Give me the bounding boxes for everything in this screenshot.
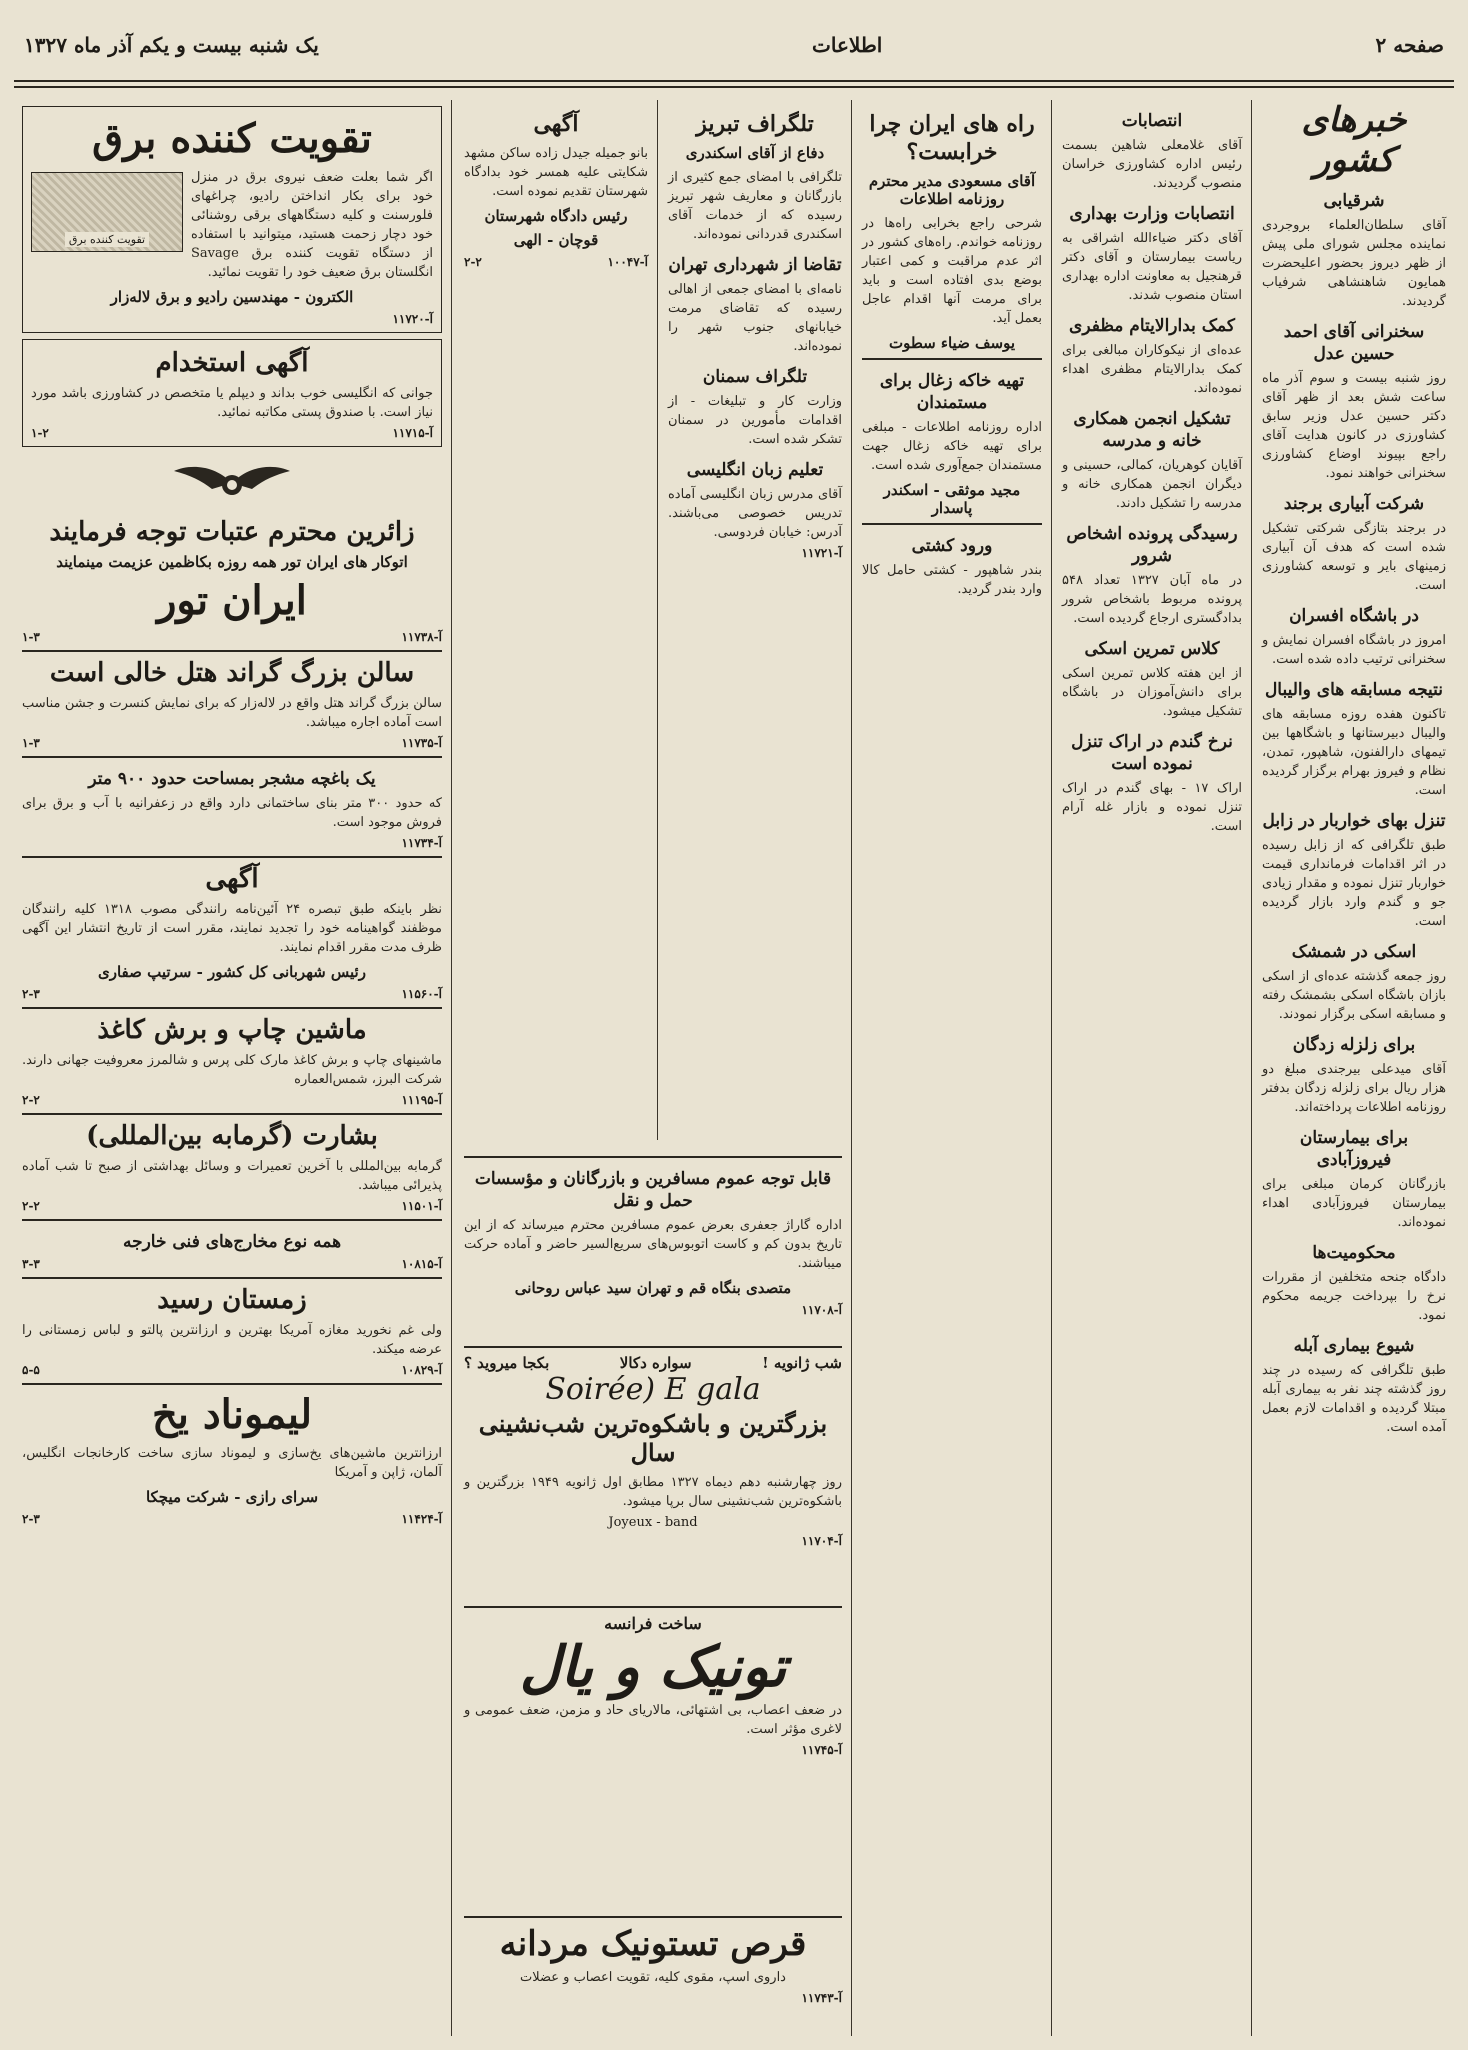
article-text: آقای غلامعلی شاهین بسمت رئیس اداره کشاورزی خراسان منصوب گردیدند. [1062, 138, 1242, 191]
rates-title: همه نوع مخارج‌های فنی خارجه [122, 1232, 342, 1252]
ad-lemonade [22, 1391, 442, 1526]
ad-code-number: آ-۱۱۷۳۴ [401, 836, 442, 850]
article-text: آقای دکتر ضیاءالله اشراقی به ریاست بیمارستان و آقای دکتر قرهنجیل به معاونت اداره بهداری استان منصوب شدند. [1062, 231, 1242, 303]
ad-bath [22, 1121, 442, 1213]
article-head: تعلیم زبان انگلیسی [686, 460, 824, 480]
ad-code [22, 630, 442, 644]
tonic-text: در ضعف اعصاب، بی اشتهائی، مالاریای حاد و مزمن، ضعف عمومی و لاغری مؤثر است. [464, 1703, 842, 1737]
article-head: انتصابات وزارت بهداری [1069, 204, 1235, 224]
article-text: طبق تلگرافی که از زابل رسیده در اثر اقدامات فرمانداری قیمت خواربار تنزل نموده و مقدار زیادی جو و گندم وارد بازار گردیده است. [1262, 838, 1446, 929]
soiree-tag-left: بکجا میروید ؟ [464, 1354, 550, 1372]
ad-code-number: آ-۱۰۰۴۷ [607, 255, 648, 269]
column-ads [14, 100, 450, 2036]
lemonade-title: لیموناد یخ [151, 1391, 313, 1438]
tonic-name: تونیک و یال [519, 1634, 787, 1700]
ad-tonic [456, 1600, 850, 1900]
article-text: امروز در باشگاه افسران نمایش و سخنرانی ترتیب داده شده است. [1262, 633, 1446, 667]
ad-code-number: آ-۱۱۷۰۴ [801, 1534, 842, 1548]
ad-code-number: آ-۱۱۷۲۰ [392, 312, 433, 326]
ad-code-tail: ۲-۲ [22, 1199, 40, 1213]
winged-emblem-icon [172, 453, 292, 513]
byline: یوسف ضیاء سطوت [888, 334, 1016, 352]
ad-transport [456, 1150, 850, 1330]
article-head: محکومیت‌ها [1312, 1243, 1396, 1263]
pills-text: داروی اسپ، مقوی کلیه، تقویت اعصاب و عضلات [520, 1970, 786, 1985]
divider [464, 1606, 842, 1608]
ad-code-tail: ۱-۳ [22, 630, 40, 644]
ad-code [22, 1093, 442, 1107]
ad-code [22, 1363, 442, 1377]
divider [22, 650, 442, 652]
ad-code [464, 1991, 842, 2005]
article-head: تقاضا از شهرداری تهران [668, 255, 842, 275]
ad-signature: متصدی بنگاه قم و تهران سید عباس روحانی [514, 1279, 792, 1297]
article-text: وزارت کار و تبلیغات - از اقدامات مأمورین در سمنان تشکر شده است. [668, 394, 842, 447]
article-text: نامه‌ای با امضای جمعی از اهالی رسیده که تقاضای مرمت خیابانهای جنوب شهر را نموده‌اند. [668, 282, 842, 354]
article-head: رسیدگی پرونده اشخاص شرور [1066, 524, 1238, 566]
divider [22, 1113, 442, 1115]
winter-title: زمستان رسید [157, 1285, 307, 1315]
notice-text: نظر باینکه طبق تبصره ۲۴ آئین‌نامه رانندگی مصوب ۱۳۱۸ کلیه رانندگان موظفند گواهینامه خود را تجدید نمایند، مقرر است از تاریخ انتشار این آگهی ظرف مدت مقرر اقدام نمایند. [22, 902, 442, 955]
pilgrim-title: زائرین محترم عتبات توجه فرمایند [49, 517, 415, 547]
soiree-tag-mid: سواره دکالا [619, 1354, 692, 1372]
article-text: بازرگانان کرمان مبلغی برای بیمارستان فیروزآبادی اهداء نموده‌اند. [1262, 1177, 1446, 1230]
divider [22, 1007, 442, 1009]
column-rule [657, 100, 658, 1140]
masthead-rule [14, 86, 1454, 88]
bath-text: گرمابه بین‌المللی با آخرین تعمیرات و وسائل بهداشتی از صبح تا شب آماده پذیرائی میباشد. [22, 1159, 442, 1193]
section-title: خبرهای کشور [1301, 100, 1407, 180]
ad-code [22, 736, 442, 750]
ad-code-number: آ-۱۱۷۱۵ [392, 426, 433, 440]
court-signature: قوچان - الهی [513, 231, 599, 249]
article-head: برای زلزله زدگان [1292, 1035, 1416, 1055]
column-roads [854, 100, 1050, 2036]
employment-title: آگهی استخدام [155, 348, 309, 378]
printing-text: ماشینهای چاپ و برش کاغذ مارک کلی پرس و شالمرز معروفیت جهانی دارند. شرکت البرز، شمس‌العماره [22, 1053, 442, 1087]
divider [862, 523, 1042, 525]
soiree-tags [464, 1354, 842, 1372]
column-rule [851, 100, 852, 2036]
paper-name: اطلاعات [812, 33, 883, 57]
article-head: آگهی [533, 111, 579, 137]
ad-code-tail: ۱-۳ [22, 736, 40, 750]
article-head: برای بیمارستان فیروزآبادی [1299, 1128, 1409, 1170]
article-text: عده‌ای از نیکوکاران مبالغی برای کمک بدارالایتام مظفری اهداء نموده‌اند. [1062, 343, 1242, 396]
pills-title: قرص تستونیک مردانه [499, 1924, 807, 1964]
amplifier-image-label: تقویت کننده برق [65, 232, 149, 247]
amplifier-text: اگر شما بعلت ضعف نیروی برق در منزل خود برای بکار انداختن رادیو، چراغهای فلورسنت و کلیه دستگاههای برقی روشنائی خود دچار زحمت هستید، میتوانید با استفاده از دستگاه تقویت کننده برق Savage انگلستان برق ضعیف خود را تقویت نمائید. [191, 170, 433, 280]
article-head: تنزل بهای خواربار در زابل [1262, 811, 1446, 831]
article-head: کلاس تمرین اسکی [1084, 639, 1220, 659]
divider [862, 358, 1042, 360]
ad-code-number: آ-۱۰۸۲۹ [401, 1363, 442, 1377]
article-head: تشکیل انجمن همکاری خانه و مدرسه [1073, 409, 1231, 451]
ad-soiree [456, 1340, 850, 1590]
divider [22, 756, 442, 758]
ad-code-tail: ۲-۲ [22, 1093, 40, 1107]
article-head: نتیجه مسابقه های والیبال [1264, 680, 1444, 700]
divider [464, 1346, 842, 1348]
ad-code [464, 1743, 842, 1757]
article-text: بندر شاهپور - کشتی حامل کالا وارد بندر گردید. [862, 563, 1042, 597]
issue-date: یک شنبه بیست و یکم آذر ماه ۱۳۲۷ [24, 33, 319, 57]
divider [22, 1383, 442, 1385]
newspaper-page [14, 10, 1454, 2036]
article-text: آقای سلطان‌العلماء بروجردی نماینده مجلس شورای ملی پیش از ظهر دیروز بحضور اعلیحضرت همایون شاهنشاهی شرفیاب گردیدند. [1262, 218, 1446, 309]
article-text: از این هفته کلاس تمرین اسکی برای دانش‌آموزان در باشگاه تشکیل میشود. [1062, 666, 1242, 719]
hall-title: سالن بزرگ گراند هتل خالی است [49, 658, 415, 688]
article-text: تلگرافی با امضای جمع کثیری از بازرگانان و معاریف شهر تبریز رسیده که از خدمات آقای اسکندری قدردانی نموده‌اند. [668, 170, 842, 242]
divider [464, 1916, 842, 1918]
divider [22, 1277, 442, 1279]
hall-text: سالن بزرگ گراند هتل واقع در لاله‌زار که برای نمایش کنسرت و جشن مناسب است آماده اجاره میباشد. [22, 696, 442, 730]
article-head: کمک بدارالایتام مظفری [1069, 316, 1235, 336]
ad-police-notice [22, 864, 442, 1001]
article-text: آقای مدرس زبان انگلیسی آماده تدریس خصوصی می‌باشند. آدرس: خیابان فردوسی. [668, 487, 842, 540]
ad-rates [22, 1231, 442, 1271]
article-head: تهیه خاکه زغال برای مستمندان [879, 371, 1025, 413]
article-head: تلگراف تبریز [696, 111, 814, 137]
ad-code-number: آ-۱۱۱۹۵ [401, 1093, 442, 1107]
article-text: آقای میدعلی بیرجندی مبلغ دو هزار ریال برای زلزله زدگان بدفتر روزنامه اطلاعات پرداخته‌اند. [1262, 1062, 1446, 1115]
article-head: راه های ایران چرا خرابست؟ [869, 111, 1035, 165]
article-head: شرکت آبیاری برجند [1283, 494, 1425, 514]
article-head: انتصابات [1121, 111, 1183, 131]
ad-amplifier [22, 106, 442, 333]
ad-employment [22, 339, 442, 447]
ad-code-number: آ-۱۱۵۶۰ [401, 987, 442, 1001]
masthead [14, 10, 1454, 82]
ad-code-number: آ-۱۱۷۲۱ [801, 546, 842, 560]
article-text: دادگاه جنحه متخلفین از مقررات نرخ را بپرداخت جریمه محکوم نمود. [1262, 1270, 1446, 1323]
amplifier-image [31, 172, 183, 252]
ad-code-number: آ-۱۰۸۱۵ [401, 1257, 442, 1271]
garden-text: که حدود ۳۰۰ متر بنای ساختمانی دارد واقع در زعفرانیه با آب و برق برای فروش موجود است. [22, 796, 442, 830]
ad-code [22, 1512, 442, 1526]
article-text: شرحی راجع بخرابی راه‌ها در روزنامه خواندم. راه‌های کشور در اثر عدم مراقبت و کمی اعتبار بوضع بدی افتاده است و باید برای مرمت آنها اقدام عاجل بعمل آید. [862, 216, 1042, 326]
article-head: شرقیابی [1323, 191, 1385, 211]
soiree-title: Soirée) E gala [545, 1372, 761, 1407]
soiree-text: روز چهارشنبه دهم دیماه ۱۳۲۷ مطابق اول ژانویه ۱۹۴۹ بزرگترین و باشکوه‌ترین شب‌نشینی سال برپا میشود. [464, 1475, 842, 1509]
divider [22, 1219, 442, 1221]
ad-code-number: آ-۱۱۷۳۸ [401, 630, 442, 644]
printing-title: ماشین چاپ و برش کاغذ [97, 1015, 367, 1045]
pilgrim-subtitle: اتوکار های ایران تور همه روزه بکاظمین عزیمت مینمایند [56, 553, 408, 571]
ad-text: اداره گاراژ جعفری بعرض عموم مسافرین محترم میرساند که از این تاریخ بدون کم و کاست اتوبوس‌های سریع‌السیر حاضر و آماده حرکت میباشند. [464, 1218, 842, 1271]
article-head: ورود کشتی [911, 536, 993, 556]
column-appointments [1054, 100, 1250, 2036]
lemonade-text: ارزانترین ماشین‌های یخ‌سازی و لیموناد سازی ساخت کارخانجات انگلیس، آلمان، ژاپن و آمریکا [22, 1446, 442, 1480]
tonic-origin: ساخت فرانسه [604, 1614, 702, 1633]
ad-code [464, 1303, 842, 1317]
article-head: در باشگاه افسران [1289, 606, 1419, 626]
ad-code-number: آ-۱۱۵۰۱ [401, 1199, 442, 1213]
article-text: در برجند بتازگی شرکتی تشکیل شده است که هدف آن آبیاری زمینهای بایر و توسعه کشاورزی است. [1262, 521, 1446, 593]
ad-code-number: آ-۱۱۷۴۵ [801, 1743, 842, 1757]
article-head: سخنرانی آقای احمد حسین عدل [1283, 322, 1425, 364]
ad-printing [22, 1015, 442, 1107]
divider [464, 1156, 842, 1158]
article-text: اداره روزنامه اطلاعات - مبلغی برای تهیه خاکه زغال جهت مستمندان جمع‌آوری شده است. [862, 420, 1042, 473]
article-text: طبق تلگرافی که رسیده در چند روز گذشته چند نفر به بیماری آبله مبتلا گردیده و اقدامات لازم بعمل آمده است. [1262, 1363, 1446, 1435]
article-text: آقایان کوهریان، کمالی، حسینی و دیگران انجمن همکاری خانه و مدرسه را تشکیل دادند. [1062, 458, 1242, 511]
byline: آقای مسعودی مدیر محترم روزنامه اطلاعات [868, 172, 1036, 208]
ad-code [668, 546, 842, 560]
article-head: اسکی در شمشک [1291, 942, 1417, 962]
ad-code [464, 1534, 842, 1548]
ad-code-number: آ-۱۱۷۰۸ [801, 1303, 842, 1317]
article-text: اراک ۱۷ - بهای گندم در اراک تنزل نموده و بازار غله آرام است. [1062, 781, 1242, 834]
article-text: روز جمعه گذشته عده‌ای از اسکی بازان باشگاه اسکی بشمشک رفته و مسابقه اسکی برگزار نمودند. [1262, 969, 1446, 1022]
iran-tour-brand: ایران تور [157, 577, 307, 624]
ad-pills [456, 1910, 850, 2050]
page-number: صفحه ۲ [1375, 33, 1444, 57]
article-subhead: دفاع از آقای اسکندری [685, 144, 825, 162]
column-news [1254, 100, 1454, 2036]
winter-text: ولی غم نخورید مغازه آمریکا بهترین و ارزانترین پالتو و لباس زمستانی را عرضه میکند. [22, 1323, 442, 1357]
ad-code-tail: ۲-۲ [464, 255, 482, 269]
ad-code-number: آ-۱۱۷۳۵ [401, 736, 442, 750]
column-rule [1251, 100, 1252, 2036]
divider [22, 856, 442, 858]
court-name: رئیس دادگاه شهرستان [484, 207, 628, 225]
ad-code [22, 836, 442, 850]
ad-code [22, 1199, 442, 1213]
ad-code-tail: ۱-۲ [31, 426, 49, 440]
column-rule [1051, 100, 1052, 2036]
column-notice [456, 100, 656, 1140]
ad-code-tail: ۲-۳ [22, 987, 40, 1001]
article-text: تاکنون هفده روزه مسابقه های والیبال دبیرستانها و باشگاهها بین تیمهای دارالفنون، شاهپور، تمدن، نظام و فیروز بهرام برگزار گردیده است. [1262, 707, 1446, 798]
ad-title: قابل توجه عموم مسافرین و بازرگانان و مؤسسات حمل و نقل [474, 1169, 832, 1211]
ad-code [464, 255, 648, 269]
article-head: تلگراف سمنان [702, 367, 808, 387]
column-rule [451, 100, 452, 2036]
garden-title: یک باغچه مشجر بمساحت حدود ۹۰۰ متر [88, 769, 376, 789]
ad-code-tail: ۵-۵ [22, 1363, 40, 1377]
ad-garden [22, 768, 442, 850]
ad-code-tail: ۳-۳ [22, 1257, 40, 1271]
ad-code-number: آ-۱۱۷۴۳ [801, 1991, 842, 2005]
ad-code-number: آ-۱۱۴۲۴ [401, 1512, 442, 1526]
notice-title: آگهی [205, 864, 259, 894]
ad-code [22, 987, 442, 1001]
soiree-band: Joyeux - band [608, 1515, 698, 1530]
notice-signature: رئیس شهربانی کل کشور - سرتیپ صفاری [98, 963, 366, 981]
columns [14, 100, 1454, 2036]
article-head: شیوع بیماری آبله [1293, 1336, 1415, 1356]
ad-code [31, 312, 433, 326]
article-text: در ماه آبان ۱۳۲۷ تعداد ۵۴۸ پرونده مربوط باشخاص شرور بدادگستری ارجاع گردیده است. [1062, 573, 1243, 626]
ad-winter [22, 1285, 442, 1377]
article-head: نرخ گندم در اراک تنزل نموده است [1071, 732, 1233, 774]
ad-code-tail: ۲-۳ [22, 1512, 40, 1526]
article-text: بانو جمیله جیدل زاده ساکن مشهد شکایتی علیه همسر خود بدادگاه شهرستان تقدیم نموده است. [464, 146, 648, 199]
ad-grand-hotel [22, 658, 442, 750]
ad-iran-tour [22, 453, 442, 644]
ad-code [22, 1257, 442, 1271]
column-telegrams [660, 100, 850, 1140]
article-text: روز شنبه بیست و سوم آذر ماه ساعت شش بعد از ظهر آقای دکتر حسین عدل وزیر سابق کشاورزی در کانون هدایت آقای راجع بپیوند اوضاع کشاورزی سخنرانی خواهند نمود. [1262, 371, 1446, 481]
amplifier-agent: الکترون - مهندسین رادیو و برق لاله‌زار [110, 288, 354, 306]
ad-code [31, 426, 433, 440]
amplifier-title: تقویت کننده برق [92, 115, 372, 162]
byline: مجید موثقی - اسکندر پاسدار [883, 481, 1021, 517]
employment-text: جوانی که انگلیسی خوب بداند و دیپلم یا متخصص در کشاورزی باشد مورد نیاز است. با صندوق پستی مکاتبه نمائید. [31, 386, 433, 420]
bath-title: بشارت (گرمابه بین‌المللی) [86, 1121, 378, 1151]
lemonade-agent: سرای رازی - شرکت میچکا [145, 1488, 319, 1506]
soiree-tag-right: شب ژانویه ! [762, 1354, 842, 1372]
soiree-subtitle: بزرگترین و باشکوه‌ترین شب‌نشینی سال [478, 1409, 828, 1467]
